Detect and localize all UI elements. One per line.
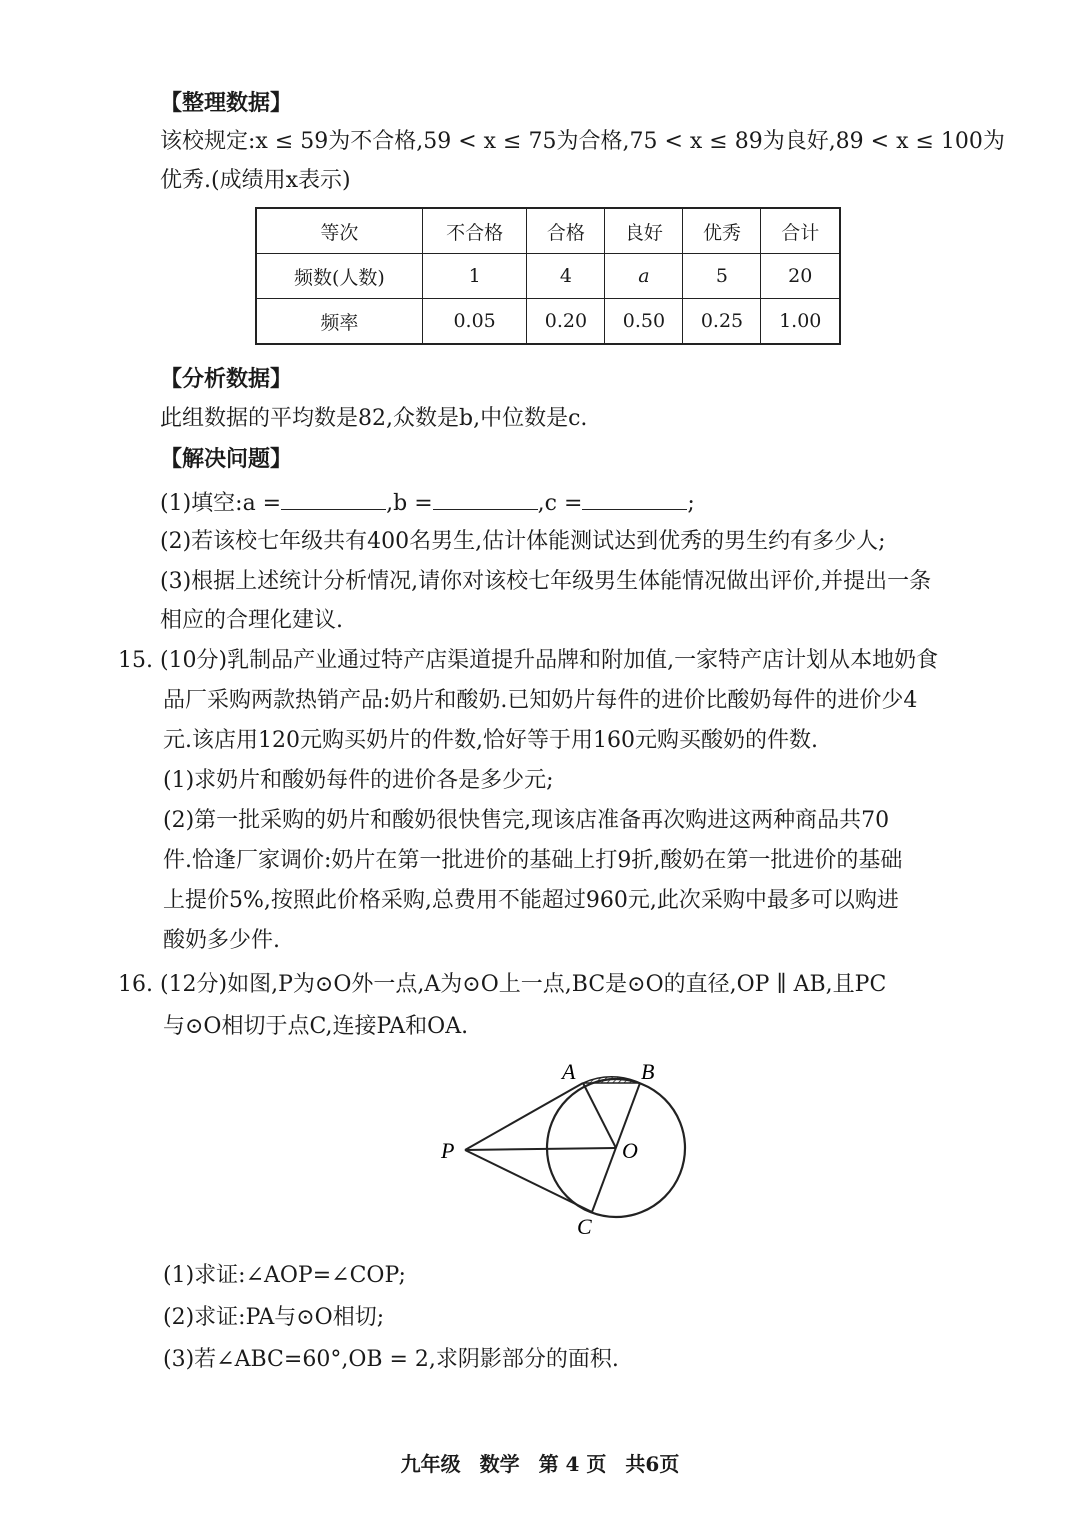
problem15-q2-line4: 酸奶多少件.	[163, 928, 280, 953]
problem15-line2: 品厂采购两款热销产品:奶片和酸奶.已知奶片每件的进价比酸奶每件的进价少4	[163, 688, 918, 713]
table-row	[256, 208, 840, 254]
question-2: (2)若该校七年级共有400名男生,估计体能测试达到优秀的男生约有多少人;	[160, 529, 886, 554]
problem16-q1: (1)求证:∠AOP=∠COP;	[163, 1263, 406, 1288]
label-a: A	[562, 1059, 576, 1084]
label-c: C	[577, 1214, 592, 1239]
q1-prefix: (1)填空:a =	[160, 491, 282, 516]
problem16-q2: (2)求证:PA与⊙O相切;	[163, 1305, 385, 1330]
table-cell: 5	[683, 254, 761, 299]
circle-geometry-diagram	[430, 1050, 720, 1240]
problem16-line1: 16. (12分)如图,P为⊙O外一点,A为⊙O上一点,BC是⊙O的直径,OP ∥ AB,且PC	[118, 972, 887, 997]
label-o: O	[622, 1138, 638, 1163]
problem16-line2: 与⊙O相切于点C,连接PA和OA.	[163, 1014, 469, 1039]
table-row	[256, 254, 840, 299]
table-cell: 0.20	[527, 299, 605, 345]
organize-heading: 【整理数据】	[160, 90, 293, 116]
segment-po	[465, 1148, 616, 1150]
answer-blank-a[interactable]	[281, 487, 386, 510]
footer-grade: 九年级	[400, 1452, 461, 1476]
footer-total-pages: 共6页	[625, 1452, 680, 1476]
label-p: P	[441, 1138, 455, 1163]
segment-pa	[465, 1083, 583, 1150]
grading-rule-line2: 优秀.(成绩用x表示)	[160, 168, 351, 193]
table-cell: 0.50	[605, 299, 683, 345]
problem15-q2-line2: 件.恰逢厂家调价:奶片在第一批进价的基础上打9折,酸奶在第一批进价的基础	[163, 848, 903, 873]
table-row	[256, 299, 840, 345]
fill-in-question	[160, 487, 695, 519]
table-cell: 良好	[605, 208, 683, 254]
problem15-line3: 元.该店用120元购买奶片的件数,恰好等于用160元购买酸奶的件数.	[163, 728, 818, 753]
table-cell: 频率	[256, 299, 422, 345]
problem15-q2-line3: 上提价5%,按照此价格采购,总费用不能超过960元,此次采购中最多可以购进	[163, 888, 899, 913]
segment-pc	[465, 1150, 592, 1212]
table-cell: 频数(人数)	[256, 254, 422, 299]
analyze-text: 此组数据的平均数是82,众数是b,中位数是c.	[160, 406, 588, 431]
table-cell: 20	[761, 254, 840, 299]
frequency-table	[255, 207, 841, 345]
table-cell: 4	[527, 254, 605, 299]
page-footer	[0, 1448, 1080, 1477]
answer-blank-b[interactable]	[433, 487, 538, 510]
segment-oa	[583, 1083, 616, 1148]
table-cell: 1	[422, 254, 527, 299]
table-cell: 0.25	[683, 299, 761, 345]
footer-page-number: 第 4 页	[538, 1452, 607, 1476]
q1-b-label: ,b =	[386, 491, 433, 516]
problem16-q3: (3)若∠ABC=60°,OB = 2,求阴影部分的面积.	[163, 1347, 619, 1372]
table-cell: 0.05	[422, 299, 527, 345]
problem15-q1: (1)求奶片和酸奶每件的进价各是多少元;	[163, 768, 554, 793]
footer-subject: 数学	[479, 1452, 520, 1476]
q1-end: ;	[687, 491, 695, 516]
table-cell: 合格	[527, 208, 605, 254]
table-cell: 合计	[761, 208, 840, 254]
q1-c-label: ,c =	[537, 491, 583, 516]
table-cell: 优秀	[683, 208, 761, 254]
grading-rule-line1: 该校规定:x ≤ 59为不合格,59 < x ≤ 75为合格,75 < x ≤ 89为良好,89 < x ≤ 100为	[160, 129, 1005, 154]
label-b: B	[641, 1059, 655, 1084]
table-cell: 不合格	[422, 208, 527, 254]
solve-heading: 【解决问题】	[160, 446, 293, 472]
table-cell: a	[605, 254, 683, 299]
analyze-heading: 【分析数据】	[160, 366, 293, 392]
table-cell: 等次	[256, 208, 422, 254]
table-cell: 1.00	[761, 299, 840, 345]
question-3-line2: 相应的合理化建议.	[160, 608, 343, 633]
answer-blank-c[interactable]	[582, 487, 687, 510]
problem15-line1: 15. (10分)乳制品产业通过特产店渠道提升品牌和附加值,一家特产店计划从本地奶食	[118, 648, 939, 673]
problem15-q2-line1: (2)第一批采购的奶片和酸奶很快售完,现该店准备再次购进这两种商品共70	[163, 808, 890, 833]
question-3-line1: (3)根据上述统计分析情况,请你对该校七年级男生体能情况做出评价,并提出一条	[160, 569, 932, 594]
